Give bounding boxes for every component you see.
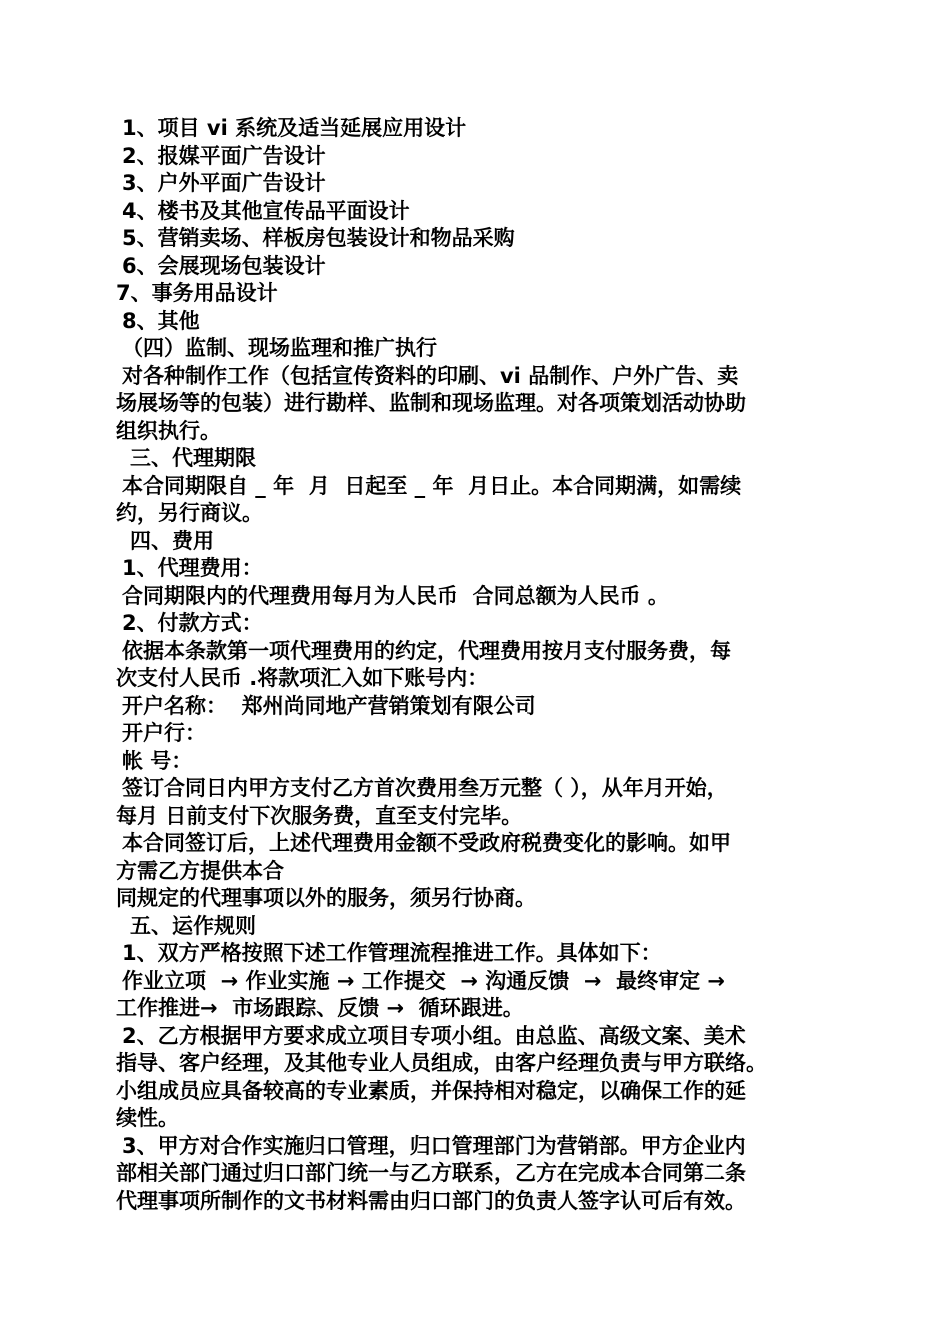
- text-line: 2、报媒平面广告设计: [122, 143, 326, 168]
- text-line: 续性。: [116, 1106, 179, 1130]
- text-line: 1、双方严格按照下述工作管理流程推进工作。具体如下：: [122, 941, 662, 965]
- text-line: 8、其他: [122, 308, 200, 333]
- text-line: 方需乙方提供本合: [116, 858, 284, 883]
- text-line: 每月 日前支付下次服务费，直至支付完毕。: [116, 803, 523, 828]
- text-line: 依据本条款第一项代理费用的约定，代理费用按月支付服务费，每: [122, 638, 731, 663]
- text-line: 指导、客户经理，及其他专业人员组成，由客户经理负责与甲方联络。: [116, 1051, 767, 1075]
- section-heading: 五、运作规则: [130, 913, 256, 938]
- text-line: 签订合同日内甲方支付乙方首次费用叁万元整（ ），从年月开始，: [122, 776, 728, 800]
- text-line: 部相关部门通过归口部门统一与乙方联系，乙方在完成本合同第二条: [116, 1161, 746, 1185]
- text-line: 1、代理费用：: [122, 556, 263, 580]
- document-body: [116, 115, 841, 1215]
- text-line: 开户行：: [122, 721, 206, 745]
- text-line: 小组成员应具备较高的专业素质，并保持相对稳定，以确保工作的延: [116, 1078, 746, 1103]
- text-line: 约，另行商议。: [116, 501, 263, 525]
- text-line: 5、营销卖场、样板房包装设计和物品采购: [122, 226, 515, 250]
- text-line: 开户名称： 郑州尚同地产营销策划有限公司: [122, 693, 536, 718]
- text-line: 工作推进→ 市场跟踪、反馈 → 循环跟进。: [116, 996, 524, 1020]
- text-line: 1、项目 vi 系统及适当延展应用设计: [122, 116, 467, 140]
- text-line: 7、事务用品设计: [116, 281, 278, 305]
- section-heading: （四）监制、现场监理和推广执行: [122, 336, 437, 360]
- text-line: 帐 号：: [122, 748, 193, 773]
- text-line: 本合同签订后，上述代理费用金额不受政府税费变化的影响。如甲: [122, 831, 731, 855]
- text-line: 6、会展现场包装设计: [122, 253, 326, 278]
- text-line: 2、乙方根据甲方要求成立项目专项小组。由总监、高级文案、美术: [122, 1023, 746, 1048]
- text-line: 作业立项 → 作业实施 → 工作提交 → 沟通反馈 → 最终审定 →: [122, 968, 726, 993]
- text-line: 4、楼书及其他宣传品平面设计: [122, 198, 410, 223]
- text-line: 3、甲方对合作实施归口管理，归口管理部门为营销部。甲方企业内: [122, 1133, 746, 1158]
- text-line: 同规定的代理事项以外的服务，须另行协商。: [116, 886, 536, 910]
- section-heading: 三、代理期限: [130, 446, 256, 470]
- text-line: 本合同期限自 _ 年 月 日起至 _ 年 月日止。本合同期满，如需续: [122, 473, 742, 498]
- text-line: 3、户外平面广告设计: [122, 171, 326, 195]
- text-line: 次支付人民币 .将款项汇入如下账号内：: [116, 666, 489, 690]
- text-line: 场展场等的包装）进行勘样、监制和现场监理。对各项策划活动协助: [116, 391, 746, 415]
- text-line: 对各种制作工作（包括宣传资料的印刷、vi 品制作、户外广告、卖: [122, 363, 739, 388]
- text-line: 合同期限内的代理费用每月为人民币 合同总额为人民币 。: [122, 583, 669, 608]
- section-heading: 四、费用: [130, 528, 214, 553]
- text-line: 2、付款方式：: [122, 611, 263, 635]
- text-line: 组织执行。: [116, 418, 221, 443]
- text-line: 代理事项所制作的文书材料需由归口部门的负责人签字认可后有效。: [116, 1188, 746, 1213]
